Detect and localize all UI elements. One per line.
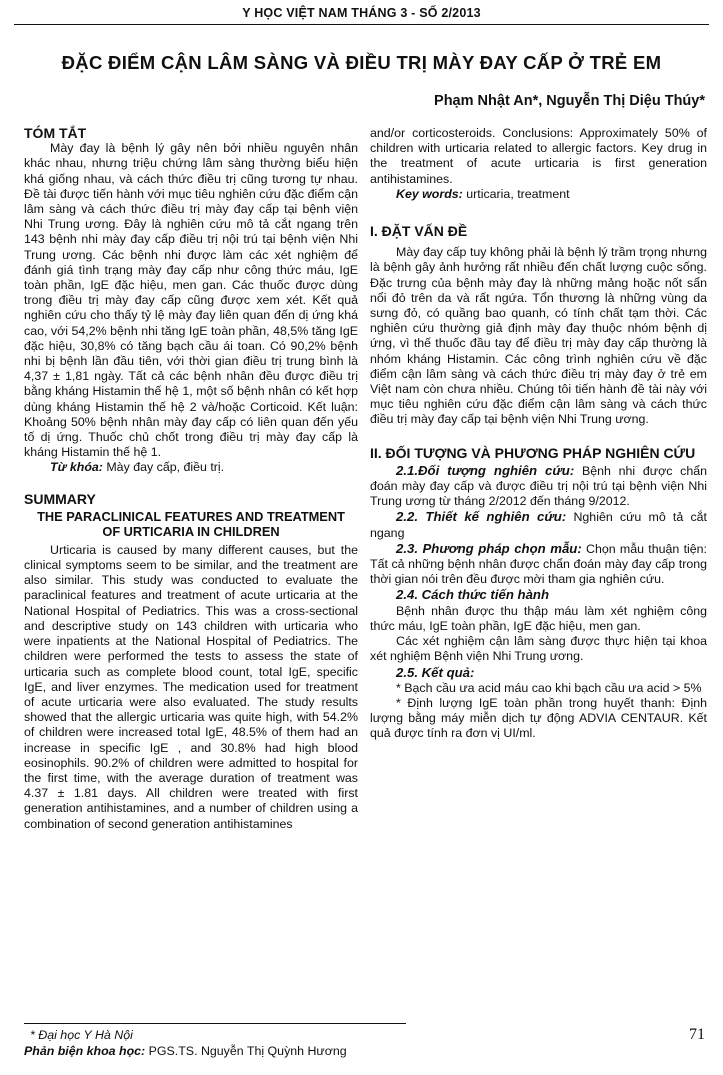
summary-keywords: Key words: urticaria, treatment xyxy=(396,186,570,201)
reviewer-label: Phản biện khoa học: xyxy=(24,1044,146,1058)
section1-body: Mày đay cấp tuy không phải là bệnh lý trầm trọng nhưng là bệnh gây ảnh hưởng rất nhiều đến chất lượng cuộc sống. Đặc trưng của bệnh mày đay là những mảng hoặc nốt sẩn nổi đỏ trên da và rất ngứa. Tổn thương là những vùng da sưng đỏ, có quầng bao quanh, có tính chất tạm thời. Các nghiên cứu thường giả định mày đay thuộc nhóm bệnh dị ứng, vì thế thuốc đầu tay để điều trị mày đay cấp thường là nhóm kháng Histamin. Các công trình nghiên cứu về đặc điểm cận lâm sàng và cách thức điều trị mày đay ở trẻ em Việt nam còn chưa nhiều. Chúng tôi tiến hành đề tài này với mục tiêu nghiên cứu đặc điểm cận lâm sàng và cách thức điều trị mày đay cấp tại bệnh viện Nhi Trung ương. xyxy=(370,245,707,427)
journal-header: Y HỌC VIỆT NAM THÁNG 3 - SỐ 2/2013 xyxy=(242,6,481,20)
summary-body: Urticaria is caused by many different causes, but the clinical symptoms seem to be similar, and the treatment are also similar. This study was conducted to evaluate the paraclinical features and treatment of acute urticaria at the National Hospital of Pediatrics. This was a cross-sectional and descriptive study on 143 children with urticaria who were inpatients at the National Hospital of Pediatrics. The children were performed the tests to assess the state of urticaria such as complete blood count, total IgE, specific IgE, and liver enzymes. The medication used for treatment of acute urticaria were also evaluated. The study results showed that the allergic urticaria was quite high, with 54.2% of children were increased total IgE, 48.5% of them had an increase in specific IgE , and 30.8% had high blood eosinophils. 90.2% of children were admitted to hospital for the first time, with the average duration of treatment was 4.37 ± 1.81 days. All children were treated with first generation antihistamines, and a number of children using a combination of second generation antihistamines xyxy=(24,542,358,831)
authors: Phạm Nhật An*, Nguyễn Thị Diệu Thúy* xyxy=(434,93,705,109)
section2-3: 2.3. Phương pháp chọn mẫu: Chọn mẫu thuận tiện: Tất cả những bệnh nhân được chẩn đoán mày đay cấp trong thời gian nói trên đều được mời tham gia nghiên cứu. xyxy=(370,540,707,587)
section2-4-heading: 2.4. Cách thức tiến hành xyxy=(396,587,550,603)
section2-5-item2: * Định lượng IgE toàn phần trong huyết thanh: Định lượng bằng máy miễn dịch tự động ADVIA CENTAUR. Kết quả được tính ra đơn vị UI/ml. xyxy=(370,695,707,741)
section2-1: 2.1.Đối tượng nghiên cứu: Bệnh nhi được chẩn đoán mày đay cấp và được điều trị nội trú tại bệnh viện Nhi Trung ương từ tháng 2/2012 đến tháng 9/2012. xyxy=(370,462,707,509)
summary-title: THE PARACLINICAL FEATURES AND TREATMENT OF URTICARIA IN CHILDREN xyxy=(37,508,345,539)
section2-4-text2: Các xét nghiệm cận lâm sàng được thực hiện tại khoa xét nghiệm Bệnh viện Nhi Trung ương. xyxy=(370,634,707,664)
section2-5-heading: 2.5. Kết quả: xyxy=(396,664,475,680)
article-title: ĐẶC ĐIỂM CẬN LÂM SÀNG VÀ ĐIỀU TRỊ MÀY ĐAY CẤP Ở TRẺ EM xyxy=(61,52,662,73)
summary-body-continued: and/or corticosteroids. Conclusions: Approximately 50% of children with urticaria related to allergic factors. Key drug in the treatment of acute urticaria is first generation antihistamines. xyxy=(370,126,707,186)
summary-heading: SUMMARY xyxy=(24,490,96,507)
section2-heading: II. ĐỐI TƯỢNG VÀ PHƯƠNG PHÁP NGHIÊN CỨU xyxy=(370,444,696,461)
footnote xyxy=(24,1027,347,1059)
abstract-vi-body: Mày đay là bệnh lý gây nên bởi nhiều nguyên nhân khác nhau, nhưng triệu chứng lâm sàng thường biểu hiện khá giống nhau, và cách thức điều trị cũng tương tự nhau. Đề tài được tiến hành với mục tiêu nghiên cứu đặc điểm cận lâm sàng và cách thức điều trị mày đay cấp tại bệnh viện Nhi Trung ương. Đây là nghiên cứu mô tả cắt ngang trên 143 bệnh nhi mày đay cấp điều trị nội trú tại bệnh viện Nhi Trung ương. Các bệnh nhi được làm các xét nghiệm để đánh giá tình trạng mày đay cấp như công thức máu, IgE toàn phần, IgE đặc hiệu, men gan. Các thuốc được dùng trong điều trị mày đay cấp cũng được xem xét. Kết quả nghiên cứu cho thấy tỷ lệ mày đay liên quan đến dị ứng khá cao, với 54,2% bệnh nhi tăng IgE toàn phần, 48,5% tăng IgE đặc hiệu, 30,8% có tăng bạch cầu ái toan. Có 90,2% bệnh nhi bị bệnh lần đầu tiên, với thời gian điều trị trung bình là 4,37 ± 1,81 ngày. Tất cả các bệnh nhân đều được điều trị bằng kháng Histamin thế hệ 1, một số bệnh nhân có kết hợp dùng kháng Histamin thế hệ 2 và/hoặc Corticoid. Kết luận: Khoảng 50% bệnh nhân mày đay cấp có liên quan đến yếu tố dị ứng. Thuốc chủ chốt trong điều trị mày đay cấp là kháng Histamin thế hệ 1. xyxy=(24,141,358,460)
reviewer: PGS.TS. Nguyễn Thị Quỳnh Hương xyxy=(148,1044,347,1058)
abstract-vi-heading: TÓM TẮT xyxy=(24,125,87,141)
affiliation: * Đại học Y Hà Nội xyxy=(30,1028,133,1042)
section1-heading: I. ĐẶT VẤN ĐỀ xyxy=(370,223,468,240)
page-number: 71 xyxy=(689,1026,705,1043)
header-rule xyxy=(14,24,709,25)
left-column xyxy=(24,126,358,832)
right-column xyxy=(370,126,707,742)
abstract-vi-keywords: Từ khóa: Mày đay cấp, điều trị. xyxy=(50,460,225,475)
section2-5-item1: * Bạch cầu ưa acid máu cao khi bạch cầu ưa acid > 5% xyxy=(396,680,702,695)
footnote-rule xyxy=(24,1023,406,1024)
section2-4-text1: Bệnh nhân được thu thập máu làm xét nghiệm công thức máu, IgE toàn phần, IgE đặc hiệu, men gan. xyxy=(370,603,707,633)
section2-2: 2.2. Thiết kế nghiên cứu: Nghiên cứu mô tả cắt ngang xyxy=(370,509,707,540)
